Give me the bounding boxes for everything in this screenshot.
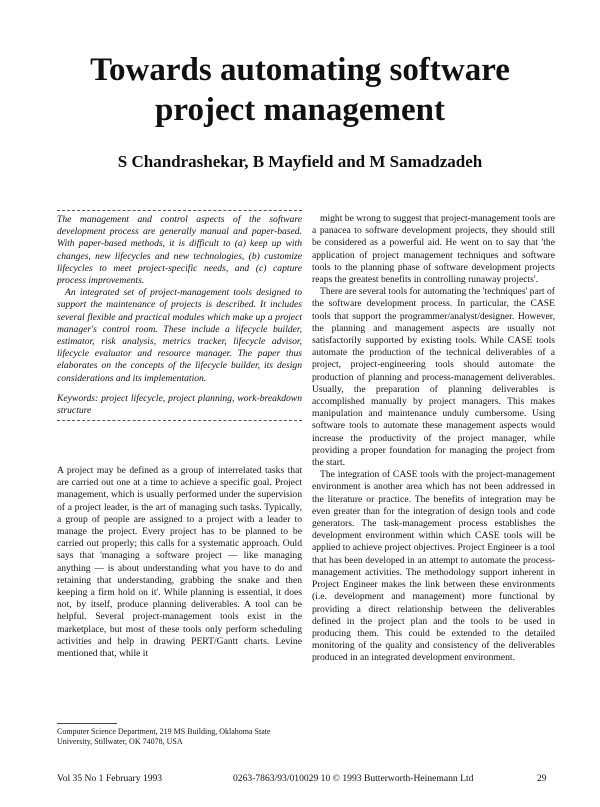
journal-volume: Vol 35 No 1 February 1993 — [57, 773, 163, 784]
title-line-2: project management — [155, 92, 445, 128]
body-right-column — [312, 213, 555, 665]
copyright-line: 0263-7863/93/010029 10 © 1993 Butterworth-Heinemann Ltd — [233, 773, 474, 784]
title-line-1: Towards automating software — [90, 52, 510, 88]
abstract-paragraph-1: The management and control aspects of the software development process are generally manual and paper-based. With paper-based methods, it is difficult to (a) keep up with changes, new lifecycles and new technologies, (b) customize lifecycles to meet project-specific needs, and (c) capture process improvements. — [57, 214, 302, 287]
page-number: 29 — [537, 773, 547, 784]
body-left-column — [57, 465, 302, 660]
body-paragraph: There are several tools for automating the 'techniques' part of the software development process. In particular, the CASE tools that support the programmer/analyst/designer. However, the planning and management aspects are usually not satisfactorily supported by existing tools. While CASE tools automate the production of the technical deliverables of a project, project-engineering tools should automate the production of planning and process-management deliverables. Usually, the preparation of planning deliverables is accomplished manually by project managers. This makes manipulation and maintenance unduly cumbersome. Using software tools to automate these management aspects would increase the productivity of the project manager, while providing a proper foundation for managing the project from the start. — [312, 286, 555, 469]
author-affiliation: Computer Science Department, 219 MS Building, Oklahoma State University, Stillwater, OK 74078, USA — [57, 727, 271, 746]
affiliation-rule — [57, 723, 117, 724]
body-paragraph: The integration of CASE tools with the project-management environment is another area which has not been addressed in the literature or practice. The benefits of integration may be even greater than for the integration of design tools and code generators. The task-management process establishes the development environment within which CASE tools will be applied to achieve project objectives. Project Engineer is a tool that has been developed in an attempt to automate the process-management activities. The methodology support inherent in Project Engineer makes the link between these environments (i.e. development and management) more functional by providing a direct relationship between the deliverables defined in the project plan and the tools to be used in producing them. This could be extended to the detailed monitoring of the quality and consistency of the deliverables produced in an integrated development environment. — [312, 469, 555, 664]
body-paragraph: A project may be defined as a group of interrelated tasks that are carried out one at a time to achieve a specific goal. Project management, which is usually performed under the supervision of a project leader, is the art of managing such tasks. Typically, a group of people are assigned to a project with a leader to manage the project. Every project has to be planned to be carried out properly; this calls for a systematic approach. Ould says that 'managing a software project — like managing anything — is about understanding what you have to do and retaining that understanding, grabbing the snake and then keeping a firm hold on it'. While planning is essential, it does not, by itself, produce planning deliverables. A tool can be helpful. Several project-management tools exist in the marketplace, but most of these tools only perform scheduling activities and help in drawing PERT/Gantt charts. Levine mentioned that, while it — [57, 465, 302, 660]
author-list: S Chandrashekar, B Mayfield and M Samadzadeh — [117, 152, 483, 171]
abstract-top-rule — [57, 210, 302, 211]
article-title — [0, 50, 600, 130]
abstract-block — [57, 210, 302, 421]
abstract-bottom-rule — [57, 420, 302, 421]
abstract-paragraph-2: An integrated set of project-management tools designed to support the maintenance of projects is described. It includes several flexible and practical modules which make up a project manager's control room. These include a lifecycle builder, estimator, risk analysis, metrics tracker, lifecycle advisor, lifecycle evaluator and resource manager. The paper thus elaborates on the concepts of the lifecycle builder, its design considerations and its implementation. — [57, 287, 302, 384]
keywords: Keywords: project lifecycle, project planning, work-breakdown structure — [57, 392, 302, 417]
body-paragraph: might be wrong to suggest that project-management tools are a panacea to software development projects, they should still be considered as a powerful aid. He went on to say that 'the application of project management techniques and software tools to the planning phase of software development projects reaps the greatest benefits in controlling runaway projects'. — [312, 213, 555, 286]
